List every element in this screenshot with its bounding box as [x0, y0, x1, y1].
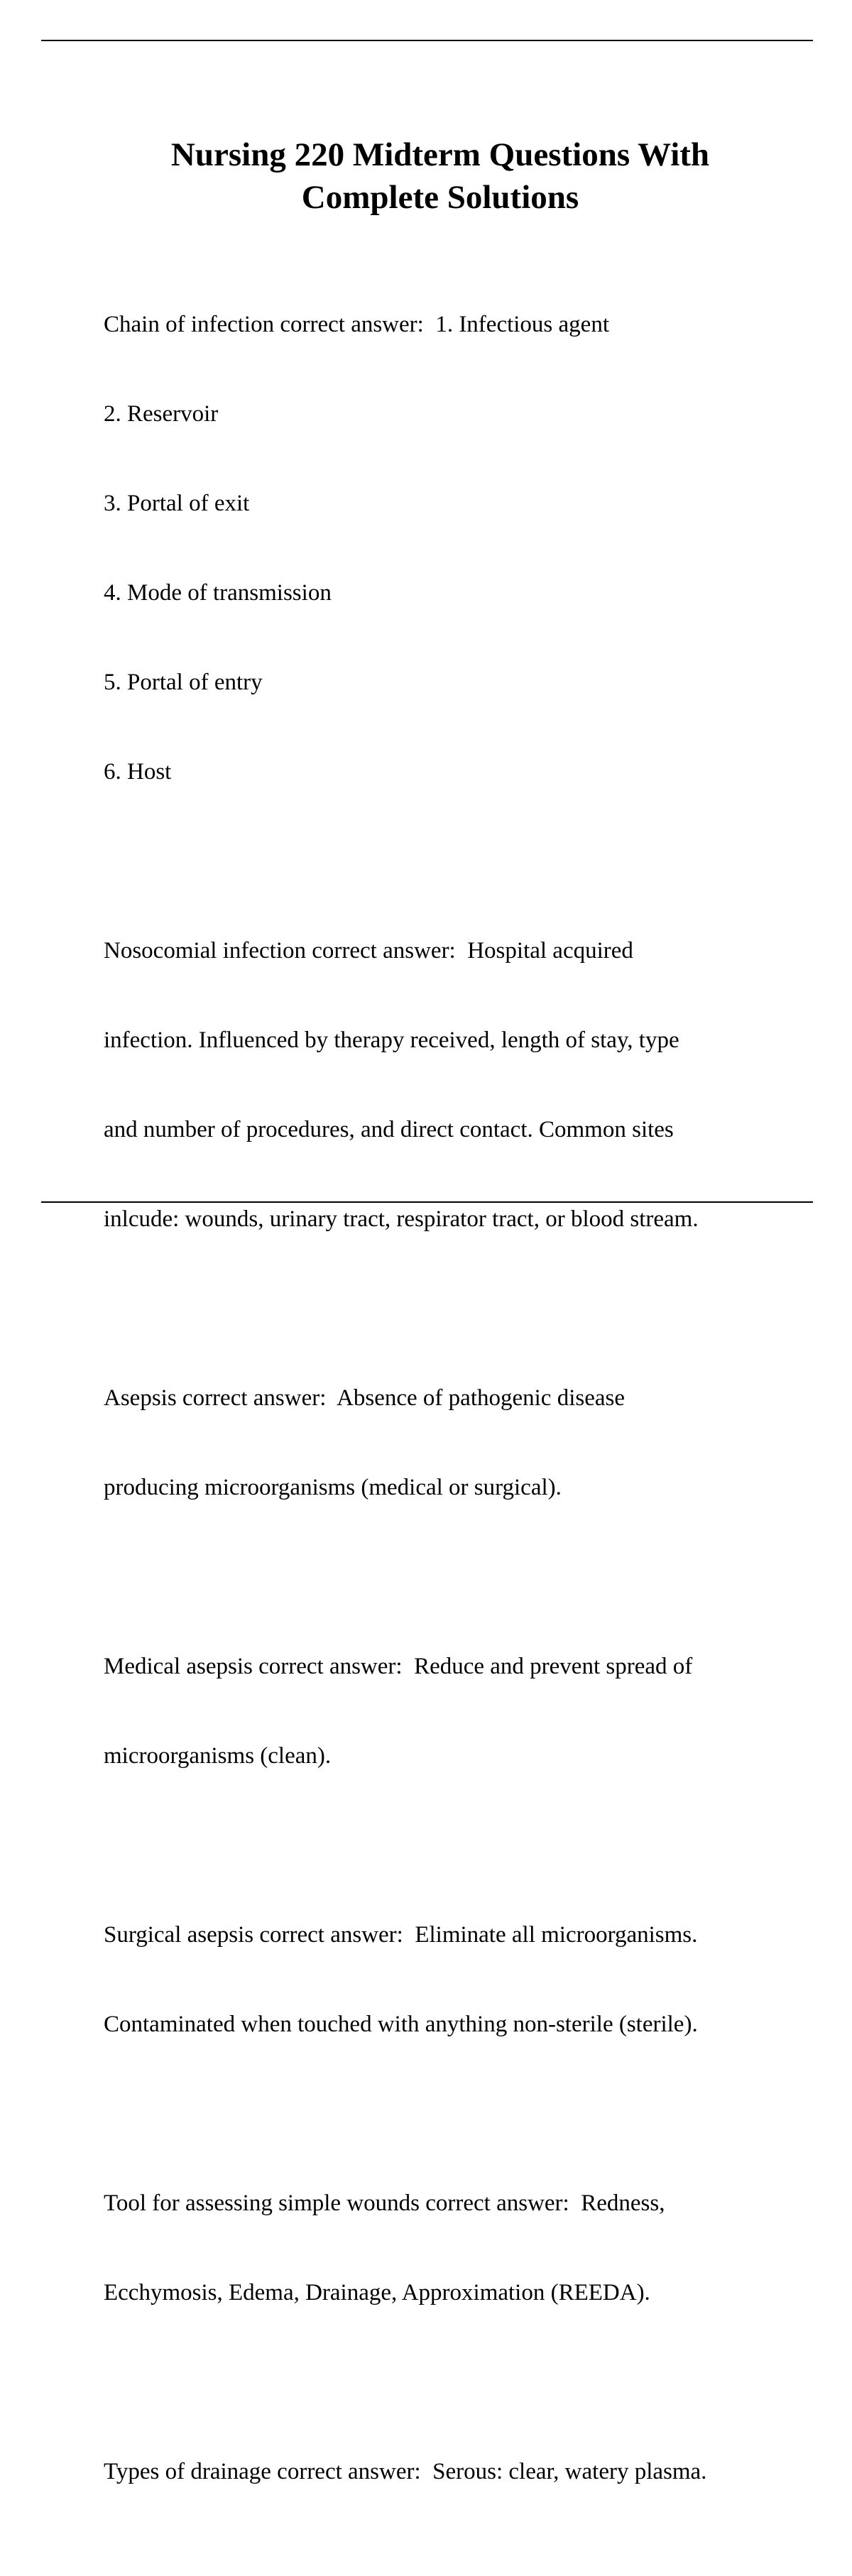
qa-line: microorganisms (clean).	[104, 1743, 332, 1769]
qa-entry-wound-assessment-tool	[104, 2129, 814, 2367]
qa-entry-chain-of-infection	[104, 250, 814, 846]
title-line-2: Complete Solutions	[301, 179, 579, 216]
qa-line: Asepsis correct answer: Absence of pathogenic disease	[104, 1385, 625, 1411]
qa-line: and number of procedures, and direct contact. Common sites	[104, 1117, 674, 1142]
qa-line: 4. Mode of transmission	[104, 580, 332, 606]
page-title	[71, 133, 809, 219]
qa-content	[104, 250, 814, 2576]
bottom-divider	[41, 1201, 813, 1203]
qa-line: Ecchymosis, Edema, Drainage, Approximation (REEDA).	[104, 2280, 650, 2305]
qa-line: 6. Host	[104, 759, 172, 785]
qa-entry-nosocomial-infection	[104, 876, 814, 1294]
qa-line: Contaminated when touched with anything non-sterile (sterile).	[104, 2012, 698, 2037]
qa-line: Nosocomial infection correct answer: Hospital acquired	[104, 938, 633, 964]
qa-line: 2. Reservoir	[104, 401, 219, 427]
qa-line: inlcude: wounds, urinary tract, respirator tract, or blood stream.	[104, 1206, 699, 1232]
qa-line: 3. Portal of exit	[104, 491, 250, 516]
qa-entry-medical-asepsis	[104, 1592, 814, 1830]
qa-entry-types-of-drainage	[104, 2397, 814, 2546]
qa-entry-surgical-asepsis	[104, 1860, 814, 2099]
qa-line: Surgical asepsis correct answer: Eliminate all microorganisms.	[104, 1922, 698, 1948]
title-line-1: Nursing 220 Midterm Questions With	[170, 136, 710, 173]
qa-line: Types of drainage correct answer: Serous: clear, watery plasma.	[104, 2459, 707, 2484]
qa-entry-asepsis	[104, 1324, 814, 1562]
qa-line: Chain of infection correct answer: 1. Infectious agent	[104, 312, 609, 337]
qa-line: Tool for assessing simple wounds correct answer: Redness,	[104, 2190, 665, 2216]
qa-line: producing microorganisms (medical or surgical).	[104, 1475, 562, 1500]
top-divider	[41, 40, 813, 41]
qa-line: infection. Influenced by therapy received, length of stay, type	[104, 1027, 679, 1053]
qa-line: Medical asepsis correct answer: Reduce and prevent spread of	[104, 1654, 693, 1679]
qa-line: 5. Portal of entry	[104, 670, 263, 695]
